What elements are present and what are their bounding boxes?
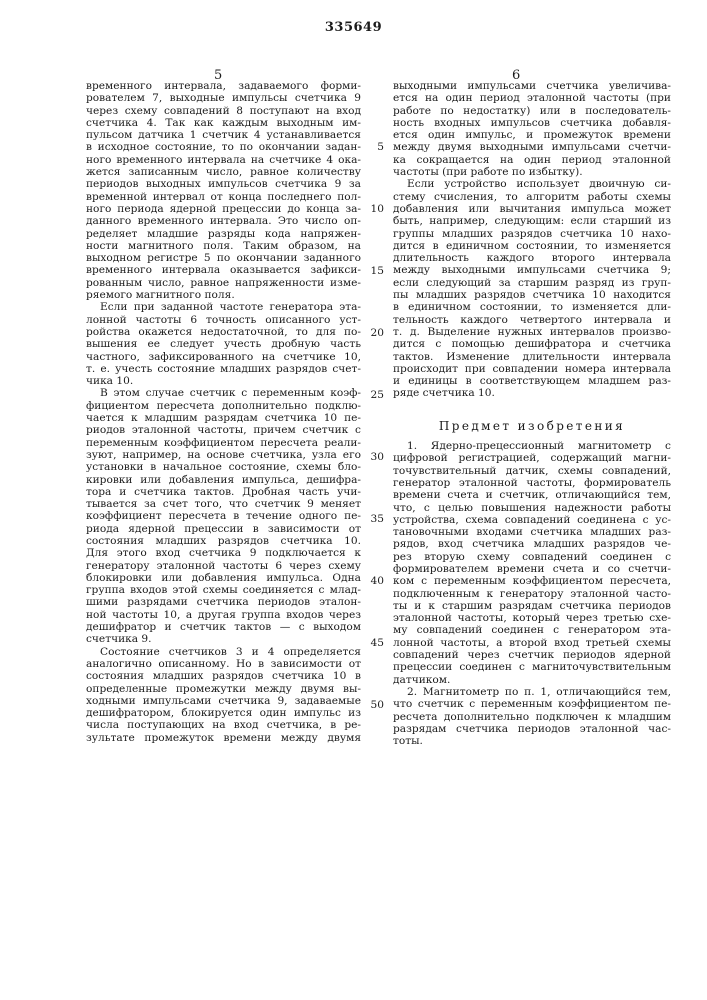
text-line: определенные промежутки между двумя вы-	[86, 683, 361, 695]
claim-line: формирователем времени счета и со счетчи-	[393, 563, 671, 575]
text-line: и единицы в соответствующем младшем раз-	[393, 375, 671, 387]
text-line: происходит при совпадении номера интервала	[393, 363, 671, 375]
claim-line: му совпадений соединен с генератором эта-	[393, 624, 671, 636]
text-line: лонной частоты 6 точность описанного уст-	[86, 314, 361, 326]
text-line: чается к младшим разрядам счетчика 10 пе-	[86, 412, 361, 424]
claim-line: эталонной частоты, который через третью схе-	[393, 612, 671, 624]
claim-line: цифровой регистрацией, содержащий магни-	[393, 452, 671, 464]
claim-line: 1. Ядерно-прецессионный магнитометр с	[393, 440, 671, 452]
line-number: 50	[366, 699, 384, 711]
claim-line: точувствительный датчик, схемы совпадений,	[393, 465, 671, 477]
text-line: вышения ее следует учесть дробную часть	[86, 338, 361, 350]
text-line: счетчика 9.	[86, 633, 361, 645]
text-line: добавления или вычитания импульса может	[393, 203, 671, 215]
text-line: частоты (при работе по избытку).	[393, 166, 671, 178]
text-line: ного периода ядерной прецессии до конца за-	[86, 203, 361, 215]
text-line: тора и счетчика тактов. Дробная часть учи-	[86, 486, 361, 498]
text-line: ка сокращается на один период эталонной	[393, 154, 671, 166]
claim-line: рез вторую схему совпадений соединен с	[393, 551, 671, 563]
text-line: счетчика 4. Так как каждым выходным им-	[86, 117, 361, 129]
claim-line: генератор эталонной частоты, формирователь	[393, 477, 671, 489]
text-line: работе по недостатку) или в последователь-	[393, 105, 671, 117]
text-line: выходном регистре 5 по окончании заданного	[86, 252, 361, 264]
text-line: кировки или добавления импульса, дешифра-	[86, 474, 361, 486]
text-line: Для этого вход счетчика 9 подключается к	[86, 547, 361, 559]
text-line: фициентом пересчета дополнительно подклю-	[86, 400, 361, 412]
line-number: 20	[366, 327, 384, 339]
text-line: периодов выходных импульсов счетчика 9 за	[86, 178, 361, 190]
claim-line: ком с переменным коэффициентом пересчета,	[393, 575, 671, 587]
text-line: длительность каждого второго интервала	[393, 252, 671, 264]
column-number-left: 5	[214, 68, 222, 83]
line-number: 15	[366, 265, 384, 277]
text-line: ности магнитного поля. Таким образом, на	[86, 240, 361, 252]
text-line: дешифратор и счетчик тактов — с выходом	[86, 621, 361, 633]
text-line: дешифратором, блокируется один импульс из	[86, 707, 361, 719]
text-line: состояния младших разрядов счетчика 10.	[86, 535, 361, 547]
text-line: временного интервала, задаваемого форми-	[86, 80, 361, 92]
text-line: Состояние счетчиков 3 и 4 определяется	[86, 646, 361, 658]
text-line: рованным число, равное напряженности изме-	[86, 277, 361, 289]
text-line: установки в начальное состояние, схемы бло-	[86, 461, 361, 473]
right-column	[393, 80, 671, 747]
text-line: дится с помощью дешифратора и счетчика	[393, 338, 671, 350]
claim-line: что счетчик с переменным коэффициентом пе-	[393, 698, 671, 710]
text-line: числа поступающих на вход счетчика, в ре-	[86, 719, 361, 731]
text-line: группы младших разрядов счетчика 10 нахо-	[393, 228, 671, 240]
text-line: ного временного интервала на счетчике 4 ока-	[86, 154, 361, 166]
text-line: временной интервал от конца последнего пол-	[86, 191, 361, 203]
text-line: данного временного интервала. Это число оп-	[86, 215, 361, 227]
line-number: 35	[366, 513, 384, 525]
text-line: зуют, например, на основе счетчика, узла его	[86, 449, 361, 461]
text-line: риода ядерной прецессии в зависимости от	[86, 523, 361, 535]
text-line: ройства окажется недостаточной, то для по-	[86, 326, 361, 338]
text-line: Если при заданной частоте генератора эта-	[86, 301, 361, 313]
text-line: т. е. учесть состояние младших разрядов счет-	[86, 363, 361, 375]
text-line: В этом случае счетчик с переменным коэф-	[86, 387, 361, 399]
claim-line: лонной частоты, а второй вход третьей схемы	[393, 637, 671, 649]
text-line: пульсом датчика 1 счетчик 4 устанавливается	[86, 129, 361, 141]
left-column	[86, 80, 361, 744]
text-line: быть, например, следующим: если старший из	[393, 215, 671, 227]
text-line: Если устройство использует двоичную си-	[393, 178, 671, 190]
text-line: жется записанным число, равное количеству	[86, 166, 361, 178]
line-number: 25	[366, 389, 384, 401]
claim-line: подключенным к генератору эталонной часто-	[393, 588, 671, 600]
line-number: 30	[366, 451, 384, 463]
claim-line: тоты.	[393, 735, 671, 747]
claim-line: тановочными входами счетчика младших раз-	[393, 526, 671, 538]
text-line: коэффициент пересчета в течение одного пе-	[86, 510, 361, 522]
patent-number: 335649	[0, 20, 707, 35]
line-number: 45	[366, 637, 384, 649]
text-line: тельность каждого четвертого интервала и	[393, 314, 671, 326]
claim-line: рядов, вход счетчика младших разрядов че-	[393, 538, 671, 550]
text-line: группа входов этой схемы соединяется с млад-	[86, 584, 361, 596]
text-line: шими разрядами счетчика периодов эталон-	[86, 596, 361, 608]
text-line: дится в единичном состоянии, то изменяется	[393, 240, 671, 252]
text-line: состояния младших разрядов счетчика 10 в	[86, 670, 361, 682]
text-line: ределяет младшие разряды кода напряжен-	[86, 228, 361, 240]
text-line: выходными импульсами счетчика увеличива-	[393, 80, 671, 92]
line-number: 5	[366, 141, 384, 153]
text-line: ходными импульсами счетчика 9, задаваемые	[86, 695, 361, 707]
claim-line: времени счета и счетчик, отличающийся тем,	[393, 489, 671, 501]
text-line: ность входных импульсов счетчика добавля-	[393, 117, 671, 129]
text-line: чика 10.	[86, 375, 361, 387]
claims-heading: Предмет изобретения	[393, 420, 671, 432]
text-line: временного интервала оказывается зафикси-	[86, 264, 361, 276]
claim-line: прецессии соединен с магниточувствительным	[393, 661, 671, 673]
text-line: блокировки или добавления импульса. Одна	[86, 572, 361, 584]
text-line: аналогично описанному. Но в зависимости от	[86, 658, 361, 670]
claim-line: ты и к старшим разрядам счетчика периодов	[393, 600, 671, 612]
text-line: ной частоты 10, а другая группа входов через	[86, 609, 361, 621]
text-line: между выходными импульсами счетчика 9;	[393, 264, 671, 276]
claim-line: устройства, схема совпадений соединена с ус-	[393, 514, 671, 526]
claim-line: датчиком.	[393, 674, 671, 686]
claims-text	[393, 440, 671, 747]
text-line: рователем 7, выходные импульсы счетчика 9	[86, 92, 361, 104]
line-number: 10	[366, 203, 384, 215]
text-line: в единичном состоянии, то изменяется дли-	[393, 301, 671, 313]
claim-line: совпадений через счетчик периодов ядерной	[393, 649, 671, 661]
text-line: частного, зафиксированного на счетчике 10,	[86, 351, 361, 363]
text-line: генератору эталонной частоты 6 через схему	[86, 560, 361, 572]
text-line: ряде счетчика 10.	[393, 387, 671, 399]
text-line: т. д. Выделение нужных интервалов произво-	[393, 326, 671, 338]
text-line: пы младших разрядов счетчика 10 находится	[393, 289, 671, 301]
text-line: зультате промежуток времени между двумя	[86, 732, 361, 744]
claim-line: разрядам счетчика периодов эталонной час-	[393, 723, 671, 735]
text-line: тактов. Изменение длительности интервала	[393, 351, 671, 363]
text-line: между двумя выходными импульсами счетчи-	[393, 141, 671, 153]
text-line: через схему совпадений 8 поступают на вход	[86, 105, 361, 117]
text-line: в исходное состояние, то по окончании задан-	[86, 141, 361, 153]
right-column-text	[393, 80, 671, 400]
text-line: если следующий за старшим разряд из груп-	[393, 277, 671, 289]
text-line: ется на один период эталонной частоты (при	[393, 92, 671, 104]
text-line: переменным коэффициентом пересчета реали-	[86, 437, 361, 449]
text-line: ется один импульс, и промежуток времени	[393, 129, 671, 141]
text-line: тывается за счет того, что счетчик 9 меняет	[86, 498, 361, 510]
text-line: риодов эталонной частоты, причем счетчик с	[86, 424, 361, 436]
column-number-right: 6	[512, 68, 520, 83]
claim-line: 2. Магнитометр по п. 1, отличающийся тем,	[393, 686, 671, 698]
text-line: стему счисления, то алгоритм работы схемы	[393, 191, 671, 203]
text-line: ряемого магнитного поля.	[86, 289, 361, 301]
claim-line: что, с целью повышения надежности работы	[393, 502, 671, 514]
line-number: 40	[366, 575, 384, 587]
claim-line: ресчета дополнительно подключен к младшим	[393, 711, 671, 723]
